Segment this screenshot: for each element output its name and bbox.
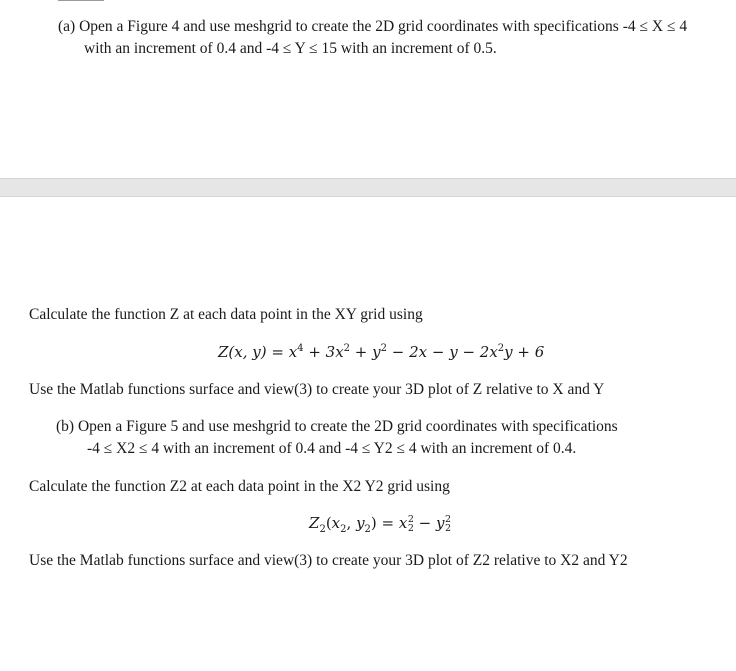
eq1-term2-exp: 2 xyxy=(343,343,351,354)
use-surface-text-2: Use the Matlab functions surface and view(3) to create your 3D plot of Z2 relative to X2 and Y2 xyxy=(29,552,628,569)
eq2-y-sub: 2 xyxy=(364,524,371,535)
calc-z2-text: Calculate the function Z2 at each data point in the X2 Y2 grid using xyxy=(29,478,450,495)
eq1-term1: x xyxy=(288,343,298,361)
page-separator xyxy=(0,178,736,197)
eq1-term3-exp: 2 xyxy=(380,343,387,354)
eq2-rhs-x: x xyxy=(398,514,408,532)
eq2-close-paren: ) = xyxy=(370,514,399,532)
top-rule-divider xyxy=(58,0,104,1)
eq2-rhs-y-sup: 2 xyxy=(445,513,452,525)
part-b-line-1: (b) Open a Figure 5 and use meshgrid to create the 2D grid coordinates with specifications xyxy=(56,418,618,435)
eq2-rhs-y-scripts xyxy=(445,515,451,534)
eq1-term2: + 3x xyxy=(303,343,344,361)
equation-z xyxy=(218,343,544,361)
eq2-rhs-x-sup: 2 xyxy=(407,513,414,525)
eq2-rhs-x-sub: 2 xyxy=(407,523,414,534)
equation-z2 xyxy=(309,514,451,534)
eq1-term3: + y xyxy=(350,343,381,361)
eq2-x: x xyxy=(331,514,341,532)
eq1-term5: y + 6 xyxy=(504,343,545,361)
eq2-x-sub: 2 xyxy=(340,524,347,535)
calc-z-text: Calculate the function Z at each data point in the XY grid using xyxy=(29,306,423,323)
use-surface-text-1: Use the Matlab functions surface and view(3) to create your 3D plot of Z relative to X and Y xyxy=(29,381,605,398)
eq1-term4-exp: 2 xyxy=(497,343,505,354)
eq2-comma: , xyxy=(346,514,357,532)
eq2-z-sub: 2 xyxy=(319,524,326,535)
eq2-rhs-y: y xyxy=(436,514,445,532)
eq2-minus: − xyxy=(413,514,437,532)
eq2-z: Z xyxy=(309,514,320,532)
part-a-line-2: with an increment of 0.4 and -4 ≤ Y ≤ 15 with an increment of 0.5. xyxy=(84,40,497,57)
eq1-term1-exp: 4 xyxy=(297,343,304,354)
eq2-y: y xyxy=(356,514,365,532)
eq2-rhs-y-sub: 2 xyxy=(445,523,452,534)
eq1-term4: − 2x − y − 2x xyxy=(387,343,498,361)
part-a-line-1: (a) Open a Figure 4 and use meshgrid to create the 2D grid coordinates with specifications -4 ≤ X ≤ 4 xyxy=(58,18,688,35)
eq1-lhs: Z(x, y) = xyxy=(218,343,289,361)
part-b-line-2: -4 ≤ X2 ≤ 4 with an increment of 0.4 and -4 ≤ Y2 ≤ 4 with an increment of 0.4. xyxy=(87,440,577,457)
eq2-open-paren: ( xyxy=(325,514,332,532)
